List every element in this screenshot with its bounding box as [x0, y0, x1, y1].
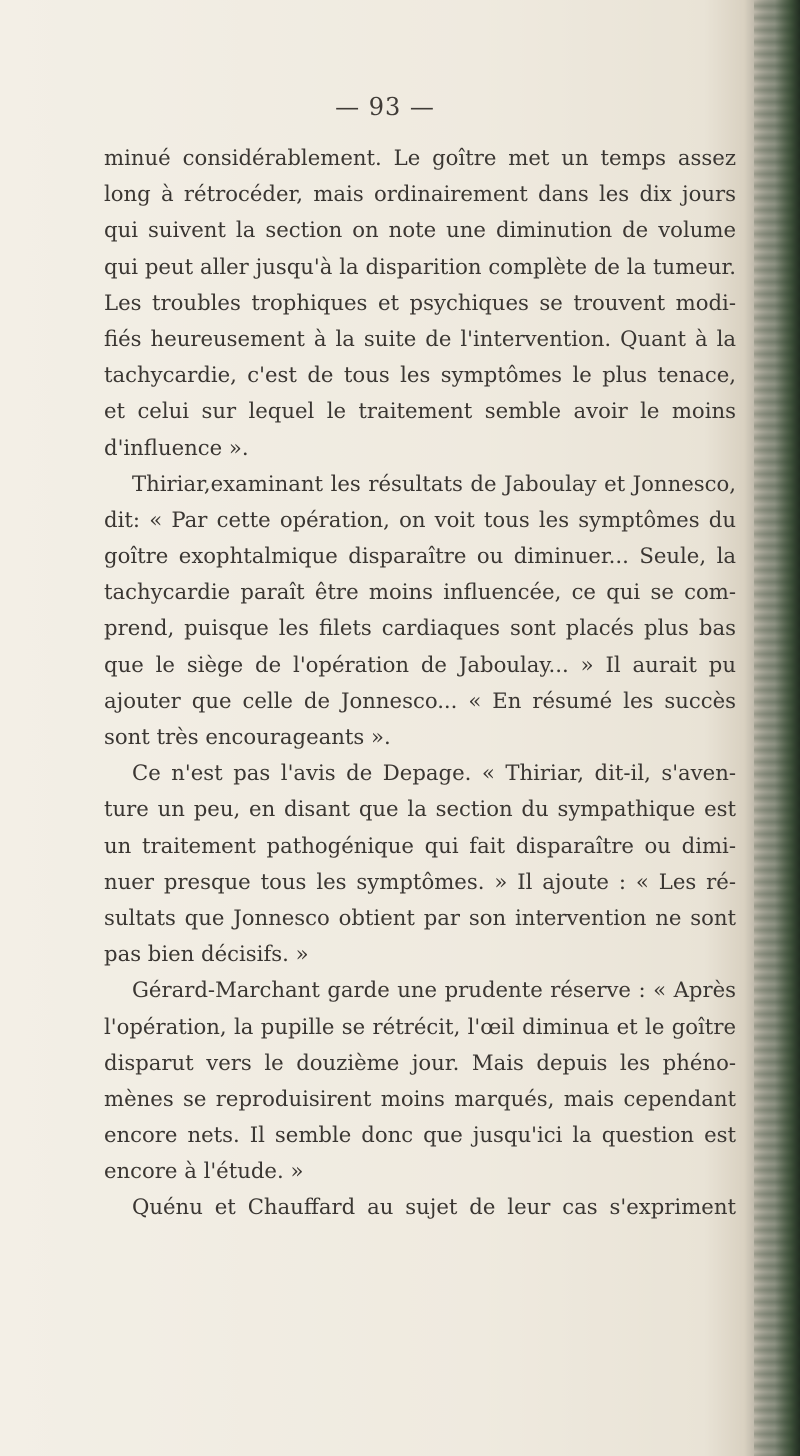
text-line: l'opération, la pupille se rétrécit, l'œil diminua et le goître: [104, 1013, 736, 1039]
text-line: encore nets. Il semble donc que jusqu'ici la question est: [104, 1122, 736, 1148]
page-number: — 93 —: [335, 93, 435, 121]
text-line: Les troubles trophiques et psychiques se trouvent modi-: [104, 289, 736, 315]
text-line: et celui sur lequel le traitement semble avoir le moins: [104, 398, 736, 424]
text-line: tachycardie, c'est de tous les symptômes le plus tenace,: [104, 362, 736, 388]
text-line: sultats que Jonnesco obtient par son intervention ne sont: [104, 904, 736, 930]
text-line: mènes se reproduisirent moins marqués, mais cependant: [104, 1085, 736, 1111]
text-line: Quénu et Chauffard au sujet de leur cas s'expriment: [132, 1194, 736, 1220]
text-line: pas bien décisifs. »: [104, 941, 309, 967]
page-edge-shadow: [754, 0, 800, 1456]
text-line: que le siège de l'opération de Jaboulay... » Il aurait pu: [104, 651, 736, 677]
text-line: goître exophtalmique disparaître ou diminuer... Seule, la: [104, 543, 736, 569]
text-line: d'influence ».: [104, 434, 249, 460]
text-line: prend, puisque les filets cardiaques sont placés plus bas: [104, 615, 736, 641]
text-line: nuer presque tous les symptômes. » Il ajoute : « Les ré-: [104, 868, 736, 894]
text-line: Thiriar,examinant les résultats de Jaboulay et Jonnesco,: [132, 470, 736, 496]
text-line: qui suivent la section on note une diminution de volume: [104, 217, 736, 243]
text-line: minué considérablement. Le goître met un temps assez: [104, 145, 736, 170]
text-line: ajouter que celle de Jonnesco... « En résumé les succès: [104, 687, 736, 713]
text-line: dit: « Par cette opération, on voit tous les symptômes du: [104, 506, 736, 532]
body-text: [104, 140, 736, 1226]
text-line: sont très encourageants ».: [104, 724, 391, 749]
text-line: ture un peu, en disant que la section du sympathique est: [104, 796, 736, 822]
text-line: disparut vers le douzième jour. Mais depuis les phéno-: [104, 1049, 736, 1075]
text-line: un traitement pathogénique qui fait disparaître ou dimi-: [104, 832, 736, 858]
text-line: qui peut aller jusqu'à la disparition complète de la tumeur.: [104, 253, 736, 279]
text-line: fiés heureusement à la suite de l'intervention. Quant à la: [104, 325, 736, 351]
text-line: Ce n'est pas l'avis de Depage. « Thiriar, dit-il, s'aven-: [132, 760, 736, 786]
text-line: long à rétrocéder, mais ordinairement dans les dix jours: [104, 181, 736, 207]
text-line: encore à l'étude. »: [104, 1158, 304, 1184]
text-line: tachycardie paraît être moins influencée, ce qui se com-: [104, 579, 736, 605]
text-line: Gérard-Marchant garde une prudente réserve : « Après: [132, 977, 736, 1003]
